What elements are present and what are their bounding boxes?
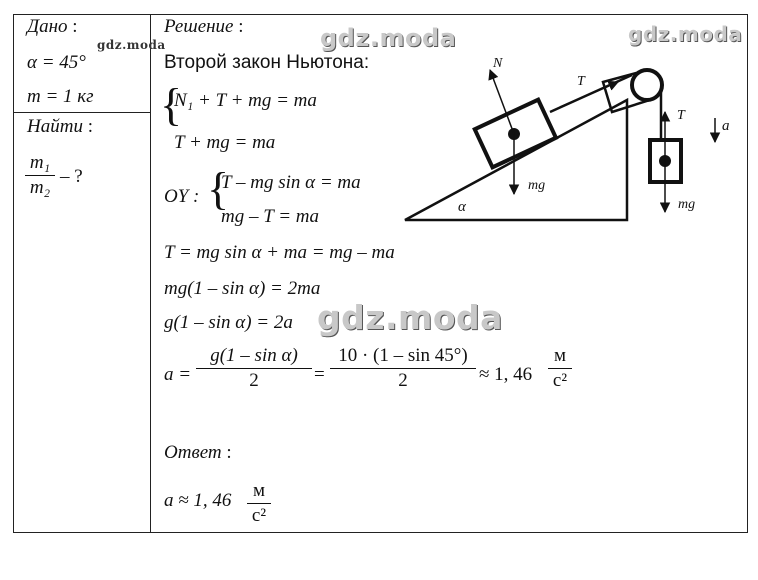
unit-numerator: м [252,480,266,501]
system-brace-1: { [160,79,183,130]
label-acceleration: a [722,118,730,134]
equation-tension: T = mg sin α + ma = mg – ma [164,242,395,263]
projection-equation-2: mg – T = ma [221,206,319,227]
oy-label: OY : [164,186,200,207]
fraction-numerator: 10 · (1 – sin 45°) [338,345,468,366]
newton-law-title: Второй закон Ньютона: [164,52,370,73]
system-brace-2: { [207,163,230,214]
watermark-top: gdz.moda [320,24,457,52]
given-alpha: α = 45° [27,52,86,73]
acceleration-approx: ≈ 1, 46 [479,364,533,385]
label-gravity-1: mg [528,178,546,193]
equation-sum: mg(1 – sin α) = 2ma [164,278,321,299]
fraction-denominator: 2 [249,370,259,391]
find-header: Найти : [27,116,93,137]
watermark-center: gdz.moda [317,298,503,337]
projection-equation-1: T – mg sin α = ma [221,172,361,193]
given-mass: m = 1 кг [27,86,94,107]
fraction-numerator: g(1 – sin α) [210,345,298,366]
unit-denominator: с² [552,370,568,391]
fraction-denominator: 2 [398,370,408,391]
find-denominator: m₂ [29,177,51,198]
label-tension-2: T [677,108,685,123]
label-normal-force: N [493,56,503,71]
label-tension-1: T [577,74,585,89]
find-numerator: m₁ [29,152,51,173]
label-incline-angle: α [458,199,466,215]
watermark-top-right: gdz.moda [628,22,743,46]
equation-reduced: g(1 – sin α) = 2a [164,312,293,333]
answer-value: a ≈ 1, 46 [164,490,232,511]
answer-header: Ответ : [164,442,232,463]
pulley [632,70,662,100]
given-header: Дано : [27,16,78,37]
acceleration-lhs: a = [164,364,192,385]
solution-header: Решение : [164,16,244,37]
label-gravity-2: mg [678,197,696,212]
unit-denominator: с² [251,505,267,526]
equals-sign: = [314,364,325,385]
vector-equation-2: T + mg = ma [174,132,276,153]
find-question: – ? [60,166,83,187]
unit-numerator: м [553,345,567,366]
watermark-small: gdz.moda [97,38,166,52]
vector-equation-1: N₁ + T + mg = ma [174,90,317,111]
